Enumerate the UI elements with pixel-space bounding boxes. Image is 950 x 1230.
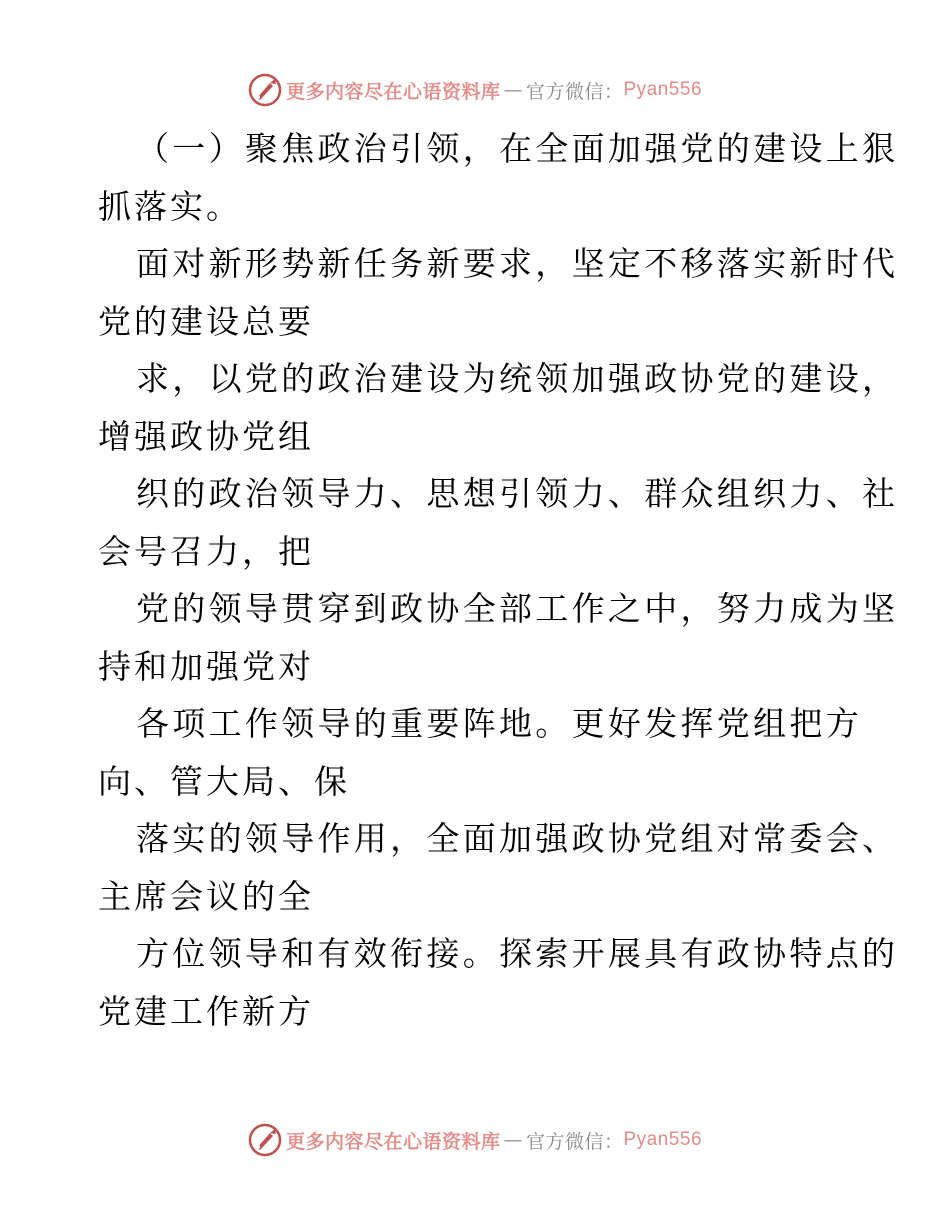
text-line: 党建工作新方 xyxy=(98,991,314,1031)
text-line: 会号召力，把 xyxy=(98,531,314,571)
text-line: 主席会议的全 xyxy=(98,876,314,916)
text-line: （一）聚焦政治引领，在全面加强党的建设上狠 xyxy=(136,129,899,168)
text-line: 面对新形势新任务新要求，坚定不移落实新时代 xyxy=(136,244,899,283)
watermark-separator: — xyxy=(503,1129,523,1151)
watermark-label: 官方微信： xyxy=(525,1130,624,1153)
watermark-wechat-id: Pyan556 xyxy=(623,79,703,100)
quill-pen-logo-icon xyxy=(248,73,282,107)
text-line: 求，以党的政治建设为统领加强政协党的建设， xyxy=(136,359,899,398)
text-line: 党的领导贯穿到政协全部工作之中，努力成为坚 xyxy=(136,589,899,628)
text-line: 增强政协党组 xyxy=(98,416,314,456)
text-line: 各项工作领导的重要阵地。更好发挥党组把方 xyxy=(136,704,862,743)
text-line: 持和加强党对 xyxy=(98,646,314,686)
header-watermark xyxy=(0,73,950,107)
text-line: 织的政治领导力、思想引领力、群众组织力、社 xyxy=(136,474,899,513)
quill-pen-logo-icon xyxy=(248,1123,282,1157)
text-line: 党的建设总要 xyxy=(98,301,314,341)
watermark-brand: 更多内容尽在心语资料库 xyxy=(285,80,501,103)
text-line: 向、管大局、保 xyxy=(98,761,350,801)
document-body xyxy=(98,120,899,1040)
text-line: 方位领导和有效衔接。探索开展具有政协特点的 xyxy=(136,934,899,973)
watermark-brand: 更多内容尽在心语资料库 xyxy=(285,1130,501,1153)
footer-watermark xyxy=(0,1123,950,1157)
text-line: 抓落实。 xyxy=(98,186,242,226)
watermark-separator: — xyxy=(503,79,523,101)
watermark-wechat-id: Pyan556 xyxy=(623,1129,703,1150)
text-line: 落实的领导作用，全面加强政协党组对常委会、 xyxy=(136,819,899,858)
watermark-label: 官方微信： xyxy=(525,80,624,103)
